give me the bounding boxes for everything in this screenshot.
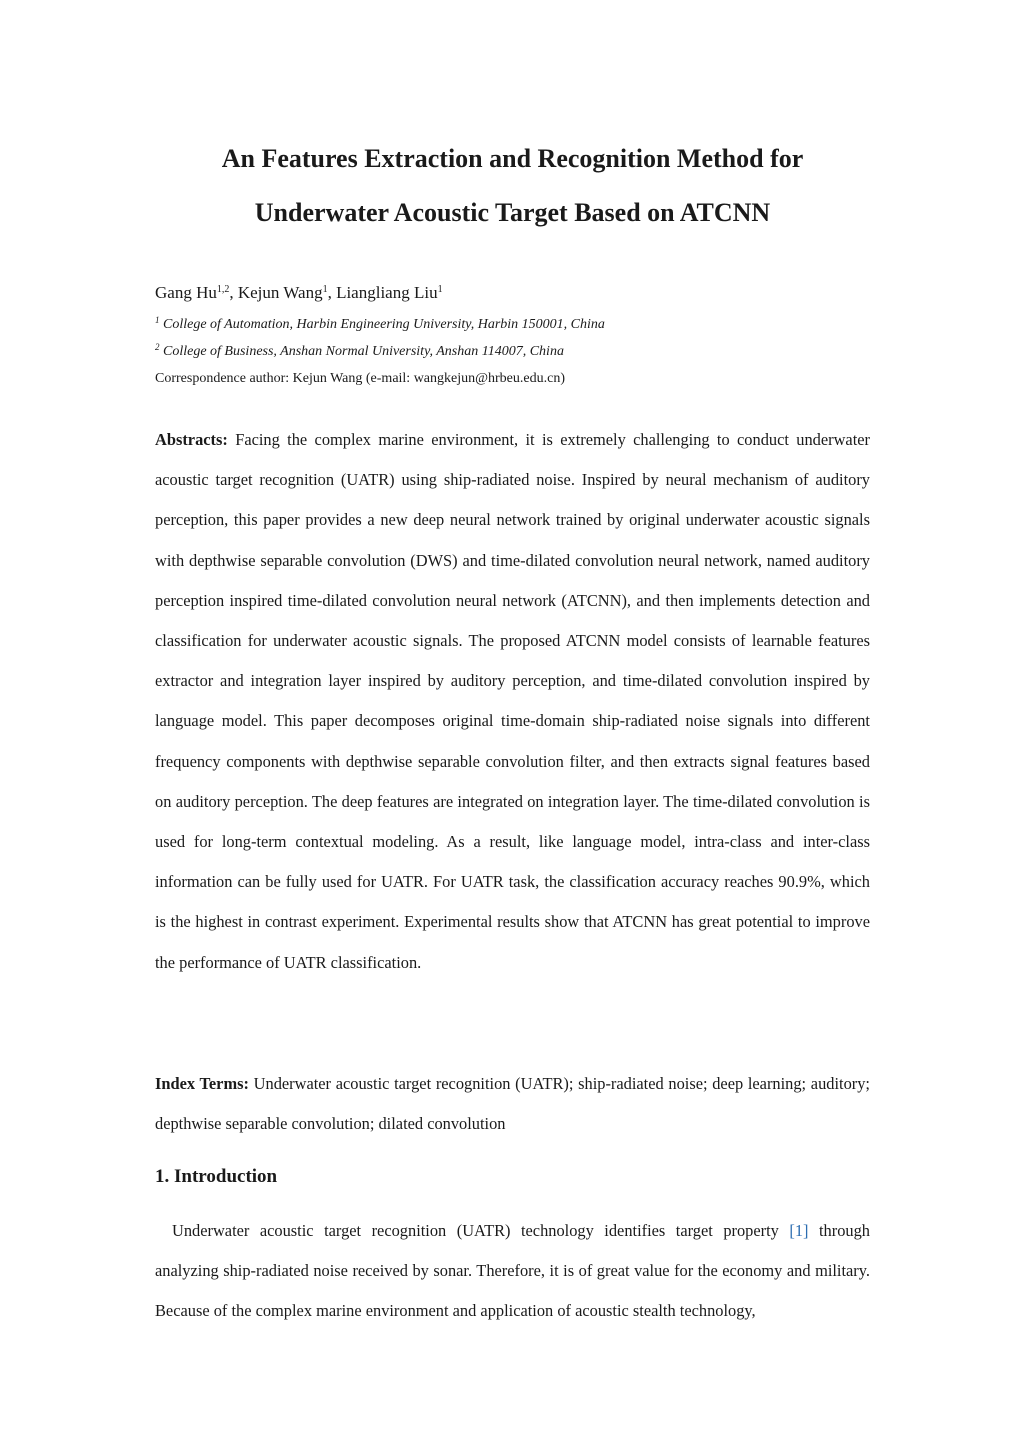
author-separator: , [229, 283, 238, 302]
intro-text-before: Underwater acoustic target recognition (UATR) technology identifies target property [172, 1221, 790, 1240]
title-line-1: An Features Extraction and Recognition Method for [221, 144, 804, 173]
introduction-paragraph [155, 1211, 870, 1332]
abstract-text: Facing the complex marine environment, it is extremely challenging to conduct underwater acoustic target recognition (UATR) using ship-radiated noise. Inspired by neural mechanism of auditory perception, this paper provides a new deep neural network trained by original underwater acoustic signals with depthwise separable convolution (DWS) and time-dilated convolution neural network, named auditory perception inspired time-dilated convolution neural network (ATCNN), and then implements detection and classification for underwater acoustic signals. The proposed ATCNN model consists of learnable features extractor and integration layer inspired by auditory perception, and time-dilated convolution inspired by language model. This paper decomposes original time-domain ship-radiated noise signals into different frequency components with depthwise separable convolution filter, and then extracts signal features based on auditory perception. The deep features are integrated on integration layer. The time-dilated convolution is used for long-term contextual modeling. As a result, like language model, intra-class and inter-class information can be fully used for UATR. For UATR task, the classification accuracy reaches 90.9%, which is the highest in contrast experiment. Experimental results show that ATCNN has great potential to improve the performance of UATR classification. [155, 430, 870, 972]
abstract-paragraph [155, 420, 870, 983]
index-terms-paragraph [155, 1064, 870, 1144]
affiliation-1 [155, 316, 605, 334]
author-separator: , [327, 283, 337, 302]
abstract-label: Abstracts: [155, 430, 228, 449]
author-name: Liangliang Liu [336, 283, 438, 302]
index-terms-text: Underwater acoustic target recognition (UATR); ship-radiated noise; deep learning; auditory; depthwise separable convolution; dilated convolution [155, 1074, 870, 1134]
author-name: Kejun Wang [237, 283, 323, 302]
index-terms-label: Index Terms: [155, 1074, 249, 1093]
affiliation-text: College of Automation, Harbin Engineering University, Harbin 150001, China [163, 317, 605, 332]
paper-title [155, 132, 870, 240]
author-name: Gang Hu [155, 283, 217, 302]
author-affiliation-mark: 1 [322, 284, 328, 295]
title-line-2: Underwater Acoustic Target Based on ATCNN [254, 198, 771, 227]
author-list [155, 283, 443, 303]
author-affiliation-mark: 1,2 [216, 284, 230, 295]
affiliation-mark: 2 [155, 342, 160, 352]
citation-link[interactable]: [1] [789, 1221, 809, 1240]
affiliation-mark: 1 [155, 315, 160, 325]
correspondence-line: Correspondence author: Kejun Wang (e-mail: wangkejun@hrbeu.edu.cn) [155, 371, 565, 386]
affiliation-2 [155, 343, 564, 361]
section-heading-introduction: 1. Introduction [155, 1166, 278, 1187]
affiliation-text: College of Business, Anshan Normal University, Anshan 114007, China [163, 344, 564, 359]
intro-text-after: through analyzing ship-radiated noise received by sonar. Therefore, it is of great value for the economy and military. Because of the complex marine environment and application of acoustic stealth technology, [155, 1221, 870, 1321]
author-affiliation-mark: 1 [437, 284, 443, 295]
